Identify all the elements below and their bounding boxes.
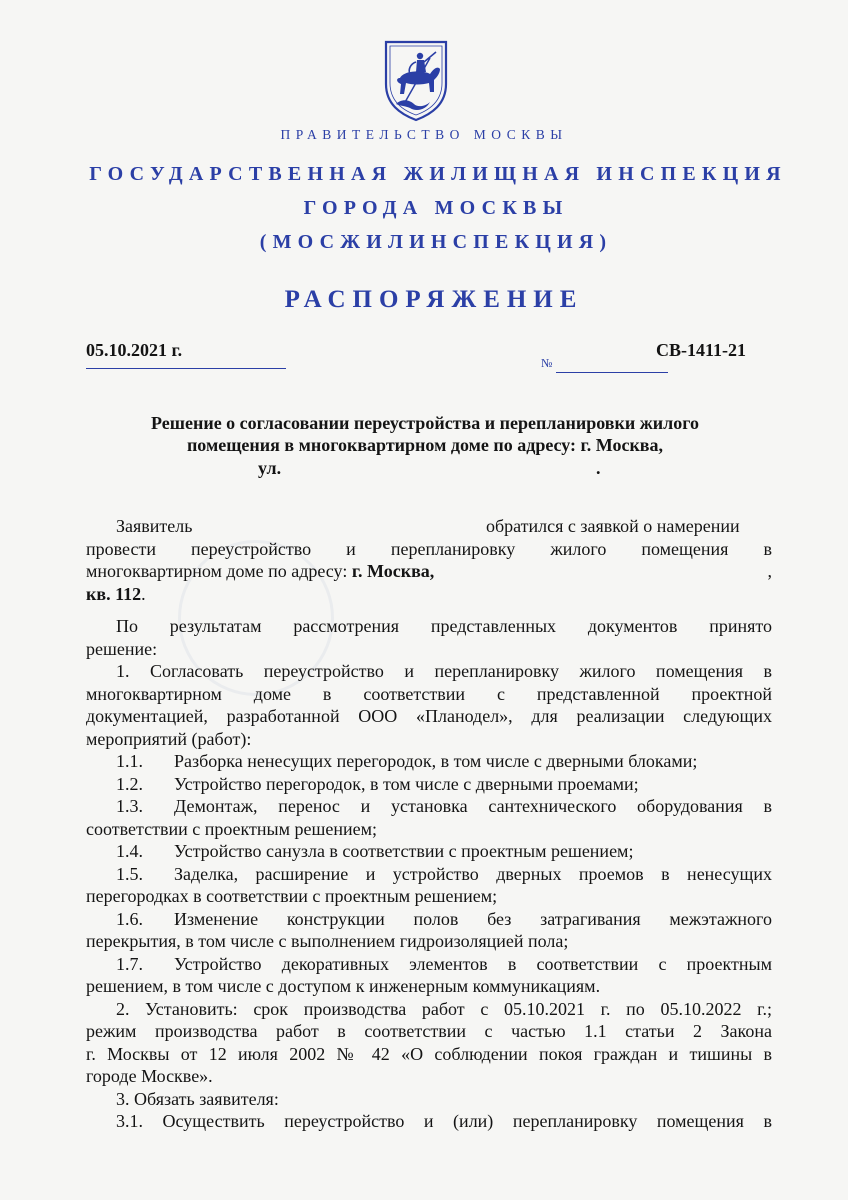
paragraph-line xyxy=(86,515,772,538)
address-lead: многоквартирном доме по адресу: xyxy=(86,561,348,581)
inspection-title-line2: ГОРОДА МОСКВЫ xyxy=(303,197,569,219)
subject-line: помещения в многоквартирном доме по адресу: г. Москва, xyxy=(186,435,664,455)
paragraph-line: документацией, разработанной ООО «Планодел», для реализации следующих xyxy=(86,706,772,726)
list-item xyxy=(86,953,772,998)
result-paragraph xyxy=(86,615,772,660)
applicant-paragraph xyxy=(86,515,772,605)
paragraph-line: городе Москве». xyxy=(86,1066,213,1086)
item-number: 1.7. xyxy=(116,953,143,974)
item-text: Изменение конструкции полов без затрагивания межэтажного xyxy=(174,908,772,929)
item-text: Разборка ненесущих перегородок, в том числе с дверными блоками; xyxy=(174,751,698,771)
item-number: 1.3. xyxy=(116,796,143,816)
moscow-coat-of-arms-icon xyxy=(380,38,452,122)
government-title: ПРАВИТЕЛЬСТВО МОСКВЫ xyxy=(280,127,568,142)
subject-line: Решение о согласовании переустройства и перепланировки жилого xyxy=(151,413,699,433)
list-item xyxy=(86,795,772,840)
inspection-title-line1: ГОСУДАРСТВЕННАЯ ЖИЛИЩНАЯ ИНСПЕКЦИЯ xyxy=(89,163,787,185)
number-sign: № xyxy=(541,356,553,370)
item-continuation: перекрытия, в том числе с выполнением гидроизоляцией пола; xyxy=(86,931,569,951)
paragraph-line xyxy=(86,560,772,583)
subject-heading xyxy=(110,412,740,456)
works-list xyxy=(86,750,772,998)
apartment-number: кв. 112 xyxy=(86,583,142,604)
paragraph-line: г. Москвы от 12 июля 2002 № 42 «О соблюдении покоя граждан и тишины в xyxy=(86,1043,772,1064)
list-item xyxy=(86,863,772,908)
paragraph-line: 3. Обязать заявителя: xyxy=(116,1088,279,1109)
address-city: г. Москва, xyxy=(351,561,435,581)
list-item xyxy=(86,750,772,773)
paragraph-line: 3.1. Осуществить переустройство и (или) перепланировку помещения в xyxy=(116,1111,772,1131)
item-number: 1.2. xyxy=(116,773,143,794)
item-text: Демонтаж, перенос и установка сантехнического оборудования в xyxy=(174,796,772,816)
apartment-end: . xyxy=(141,583,146,604)
list-item xyxy=(86,908,772,953)
item-number: 1.1. xyxy=(116,751,143,771)
paragraph-line: решение: xyxy=(86,638,158,659)
paragraph-line: По результатам рассмотрения представленных документов принято xyxy=(116,616,772,636)
address-comma: , xyxy=(767,561,772,581)
document-body xyxy=(86,515,772,1133)
list-item xyxy=(86,773,772,796)
item-continuation: решением, в том числе с доступом к инженерным коммуникациям. xyxy=(86,976,601,996)
item-number: 1.5. xyxy=(116,863,143,884)
subject-street: ул. xyxy=(258,458,282,478)
applicant-lead: Заявитель xyxy=(116,516,193,536)
decision-3 xyxy=(86,1088,772,1133)
document-date: 05.10.2021 г. xyxy=(86,340,183,360)
item-text: Заделка, расширение и устройство дверных проемов в ненесущих xyxy=(174,863,772,884)
paragraph-line: режим производства работ в соответствии с частью 1.1 статьи 2 Закона xyxy=(86,1021,772,1041)
item-continuation: соответствии с проектным решением; xyxy=(86,818,378,839)
paragraph-line: 2. Установить: срок производства работ с 05.10.2021 г. по 05.10.2022 г.; xyxy=(116,998,772,1019)
inspection-title-line3: (МОСЖИЛИНСПЕКЦИЯ) xyxy=(259,231,613,253)
list-item xyxy=(86,840,772,863)
paragraph-line xyxy=(86,583,772,606)
document-number: СВ-1411-21 xyxy=(656,340,746,360)
item-continuation: перегородках в соответствии с проектным решением; xyxy=(86,886,498,906)
paragraph-line: мероприятий (работ): xyxy=(86,728,252,749)
decision-1 xyxy=(86,660,772,750)
item-number: 1.4. xyxy=(116,841,143,861)
item-text: Устройство декоративных элементов в соответствии с проектным xyxy=(174,953,772,974)
applicant-tail: обратился с заявкой о намерении xyxy=(486,516,740,536)
subject-street-end: . xyxy=(596,458,601,478)
paragraph-line: провести переустройство и перепланировку жилого помещения в xyxy=(86,538,772,559)
paragraph-line: 1. Согласовать переустройство и перепланировку жилого помещения в xyxy=(116,661,772,681)
number-underline xyxy=(556,372,668,373)
item-number: 1.6. xyxy=(116,908,143,929)
item-text: Устройство перегородок, в том числе с дверными проемами; xyxy=(174,773,639,794)
decision-2 xyxy=(86,998,772,1088)
document-type-heading: РАСПОРЯЖЕНИЕ xyxy=(284,286,584,313)
paragraph-line: многоквартирном доме в соответствии с представленной проектной xyxy=(86,683,772,704)
date-underline xyxy=(86,368,286,369)
item-text: Устройство санузла в соответствии с проектным решением; xyxy=(174,841,634,861)
